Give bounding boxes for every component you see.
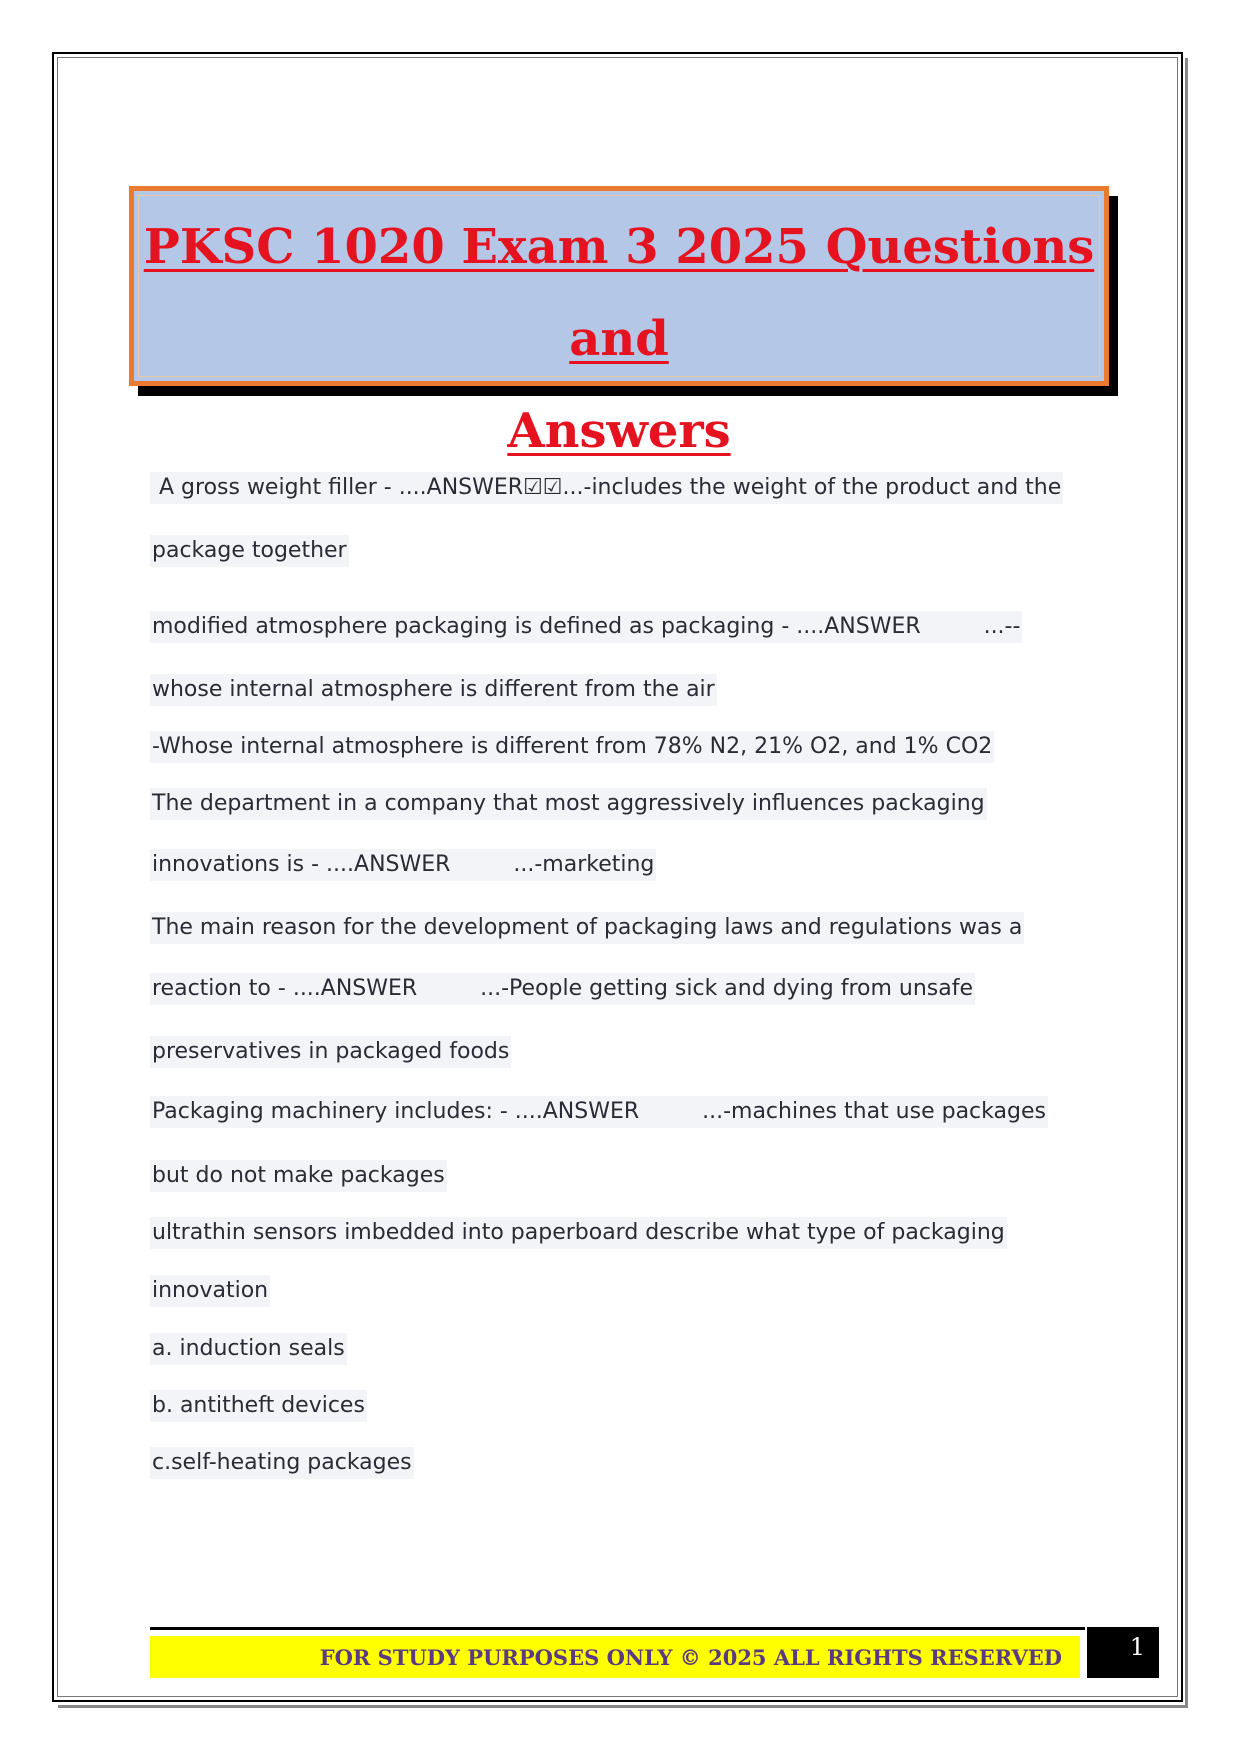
body-line: ultrathin sensors imbedded into paperboard describe what type of packaging xyxy=(150,1217,1007,1249)
body-line: b. antitheft devices xyxy=(150,1390,367,1422)
page-number: 1 xyxy=(1087,1627,1159,1678)
body-line: innovations is - ....ANSWER ...-marketing xyxy=(150,849,656,881)
body-line: c.self-heating packages xyxy=(150,1447,414,1479)
body-line: A gross weight filler - ....ANSWER☑☑...-includes the weight of the product and the xyxy=(150,472,1063,504)
body-line: The department in a company that most aggressively influences packaging xyxy=(150,788,987,820)
body-line: -Whose internal atmosphere is different from 78% N2, 21% O2, and 1% CO2 xyxy=(150,731,994,763)
document-title xyxy=(134,201,1104,477)
title-box xyxy=(129,186,1109,459)
body-line: but do not make packages xyxy=(150,1160,447,1192)
body-line: whose internal atmosphere is different from the air xyxy=(150,674,717,706)
body-line: Packaging machinery includes: - ....ANSWER ...-machines that use packages xyxy=(150,1096,1048,1128)
body-line: package together xyxy=(150,535,349,567)
body-line: innovation xyxy=(150,1275,270,1307)
body-line: modified atmosphere packaging is defined as packaging - ....ANSWER ...-- xyxy=(150,611,1022,643)
footer-rule xyxy=(150,1627,1085,1630)
title-line-2: Answers xyxy=(507,403,731,459)
title-line-1: PKSC 1020 Exam 3 2025 Questions and xyxy=(143,219,1095,367)
body-line: preservatives in packaged foods xyxy=(150,1036,511,1068)
body-line: The main reason for the development of packaging laws and regulations was a xyxy=(150,912,1024,944)
body-line: reaction to - ....ANSWER ...-People getting sick and dying from unsafe xyxy=(150,973,975,1005)
body-line: a. induction seals xyxy=(150,1333,347,1365)
footer-notice: FOR STUDY PURPOSES ONLY © 2025 ALL RIGHTS RESERVED xyxy=(150,1636,1080,1678)
